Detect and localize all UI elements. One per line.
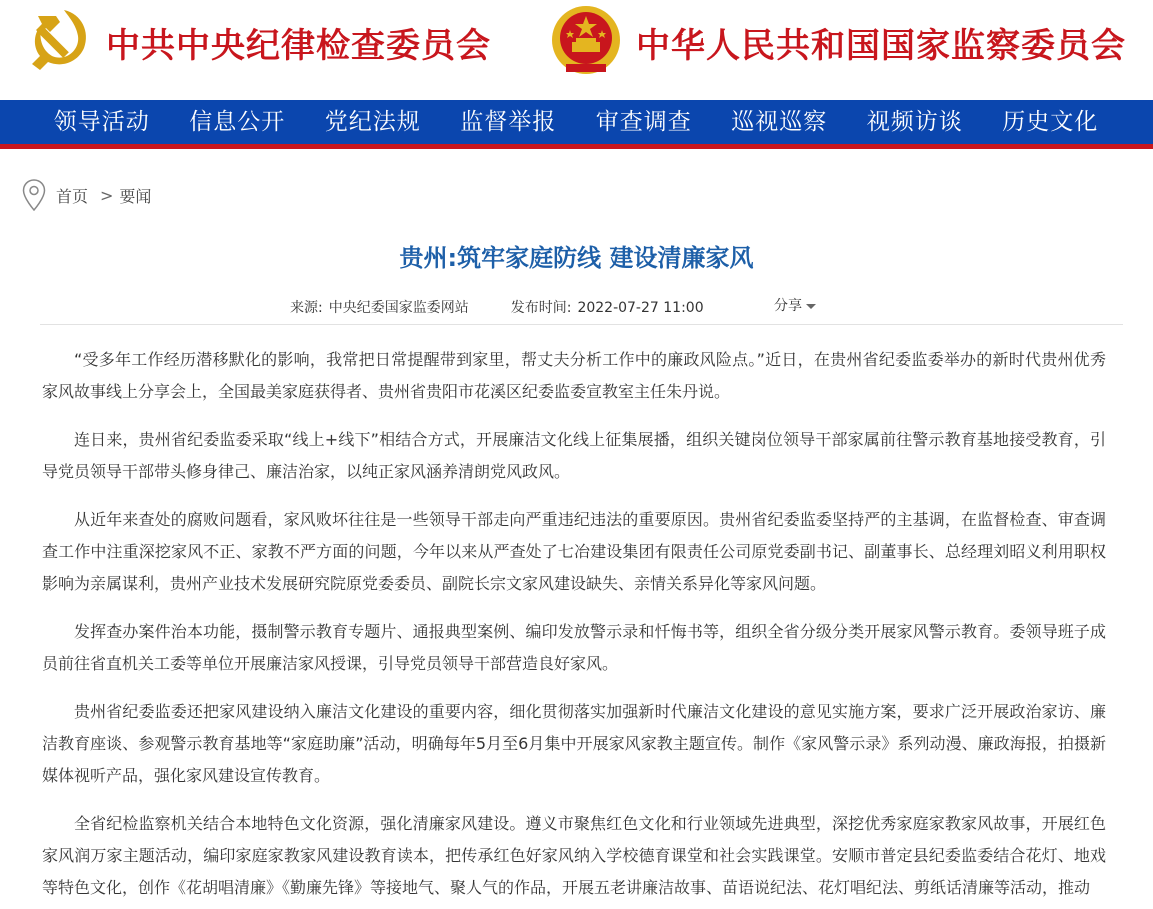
site-header xyxy=(0,0,1153,100)
nav-item-history[interactable]: 历史文化 xyxy=(1002,109,1099,135)
article-body xyxy=(42,344,1106,909)
nav-divider xyxy=(0,144,1153,149)
party-emblem-icon xyxy=(24,4,94,74)
article-paragraph: 连日来，贵州省纪委监委采取“线上+线下”相结合方式，开展廉洁文化线上征集展播，组织关键岗位领导干部家属前往警示教育基地接受教育，引导党员领导干部带头修身律己、廉洁治家，以纯正家风涵养清朗党风政风。 xyxy=(42,430,1106,481)
source-value: 中央纪委国家监委网站 xyxy=(328,300,469,316)
cpc-commission-title: 中共中央纪律检查委员会 xyxy=(106,26,491,66)
national-commission-title: 中华人民共和国国家监察委员会 xyxy=(636,26,1126,66)
breadcrumb-current[interactable]: 要闻 xyxy=(119,186,152,206)
national-emblem-icon xyxy=(548,2,624,78)
article-paragraph: 从近年来查处的腐败问题看，家风败坏往往是一些领导干部走向严重违纪违法的重要原因。贵州省纪委监委坚持严的主基调，在监督检查、审查调查工作中注重深挖家风不正、家教不严方面的问题，今年以来从严查处了七冶建设集团有限责任公司原党委副书记、副董事长、总经理刘昭义利用职权影响为亲属谋利，贵州产业技术发展研究院原党委委员、副院长宗文家风建设缺失、亲情关系异化等家风问题。 xyxy=(42,510,1106,593)
nav-item-report[interactable]: 监督举报 xyxy=(460,109,557,135)
main-nav xyxy=(0,100,1153,144)
article-meta xyxy=(290,297,710,317)
chevron-down-icon xyxy=(806,304,816,309)
nav-item-leadership[interactable]: 领导活动 xyxy=(53,109,150,135)
nav-item-inspection[interactable]: 巡视巡察 xyxy=(731,109,828,135)
article-paragraph: 贵州省纪委监委还把家风建设纳入廉洁文化建设的重要内容，细化贯彻落实加强新时代廉洁文化建设的意见实施方案，要求广泛开展政治家访、廉洁教育座谈、参观警示教育基地等“家庭助廉”活动，明确每年5月至6月集中开展家风家教主题宣传。制作《家风警示录》系列动漫、廉政海报，拍摄新媒体视听产品，强化家风建设宣传教育。 xyxy=(42,702,1106,785)
time-value: 2022-07-27 11:00 xyxy=(577,300,704,316)
share-button[interactable] xyxy=(774,295,816,315)
nav-item-disclosure[interactable]: 信息公开 xyxy=(189,109,286,135)
article-title: 贵州:筑牢家庭防线 建设清廉家风 xyxy=(399,244,754,272)
time-label: 发布时间: xyxy=(510,300,572,316)
breadcrumb-home[interactable]: 首页 xyxy=(56,186,89,206)
nav-item-regulations[interactable]: 党纪法规 xyxy=(324,109,421,135)
meta-divider xyxy=(40,324,1123,325)
nav-item-investigation[interactable]: 审查调查 xyxy=(595,109,692,135)
nav-item-video[interactable]: 视频访谈 xyxy=(866,109,963,135)
share-label: 分享 xyxy=(774,298,802,314)
article-paragraph: “受多年工作经历潜移默化的影响，我常把日常提醒带到家里，帮丈夫分析工作中的廉政风险点。”近日，在贵州省纪委监委举办的新时代贵州优秀家风故事线上分享会上，全国最美家庭获得者、贵州省贵阳市花溪区纪委监委宣教室主任朱丹说。 xyxy=(42,350,1106,401)
article-paragraph: 发挥查办案件治本功能，摄制警示教育专题片、通报典型案例、编印发放警示录和忏悔书等，组织全省分级分类开展家风警示教育。委领导班子成员前往省直机关工委等单位开展廉洁家风授课，引导党员领导干部营造良好家风。 xyxy=(42,622,1106,673)
article-paragraph: 全省纪检监察机关结合本地特色文化资源，强化清廉家风建设。遵义市聚焦红色文化和行业领域先进典型，深挖优秀家庭家教家风故事，开展红色家风润万家主题活动，编印家庭家教家风建设教育读本，把传承红色好家风纳入学校德育课堂和社会实践课堂。安顺市普定县纪委监委结合花灯、地戏等特色文化，创作《花胡唱清廉》《勤廉先锋》等接地气、聚人气的作品，开展五老讲廉洁故事、苗语说纪法、花灯唱纪法、剪纸话清廉等活动，推动 xyxy=(42,814,1106,897)
breadcrumb xyxy=(22,178,151,212)
breadcrumb-separator: > xyxy=(100,185,114,205)
location-pin-icon xyxy=(22,179,46,211)
source-label: 来源: xyxy=(290,300,323,316)
